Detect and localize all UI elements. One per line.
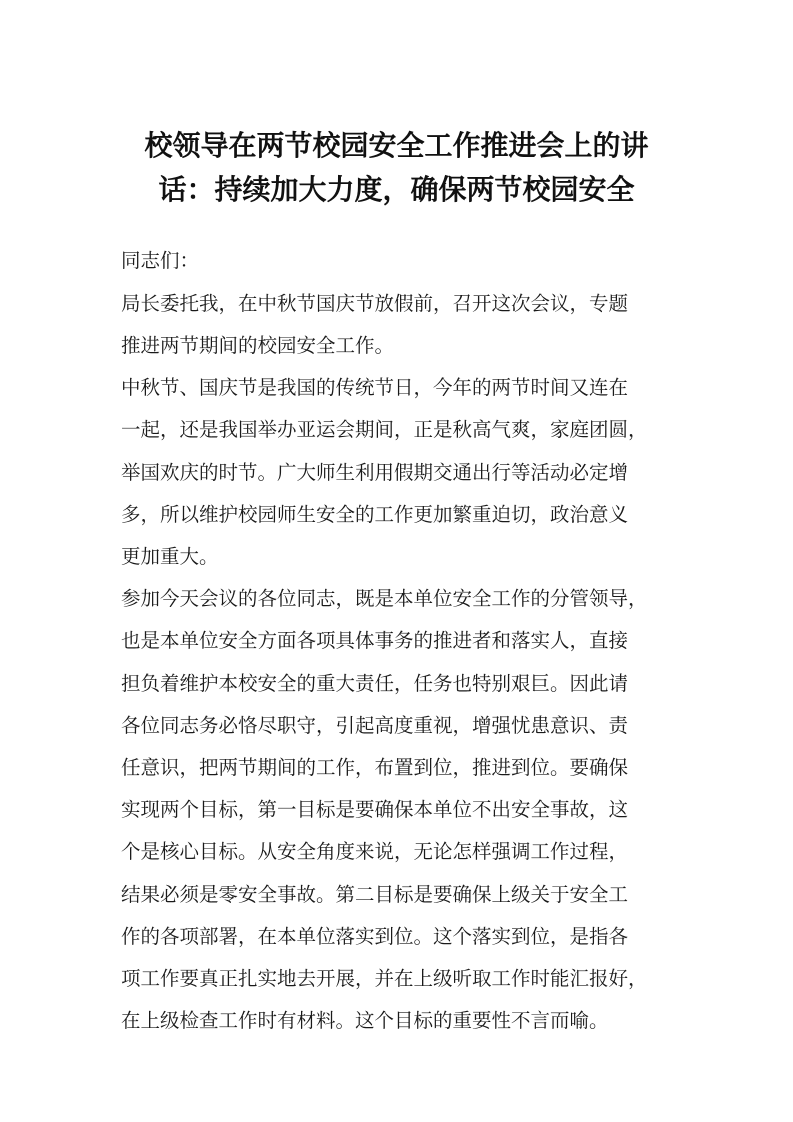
body-line: 担负着维护本校安全的重大责任，任务也特别艰巨。因此请 <box>121 672 629 695</box>
body-line: 在上级检查工作时有材料。这个目标的重要性不言而喻。 <box>121 1009 609 1032</box>
body-line: 推进两节期间的校园安全工作。 <box>121 334 395 357</box>
body-line: 任意识，把两节期间的工作，布置到位，推进到位。要确保 <box>121 756 629 779</box>
body-line: 参加今天会议的各位同志，既是本单位安全工作的分管领导， <box>121 587 648 610</box>
body-line: 局长委托我，在中秋节国庆节放假前，召开这次会议，专题 <box>121 292 629 315</box>
body-line: 也是本单位安全方面各项具体事务的推进者和落实人，直接 <box>121 629 629 652</box>
body-line: 结果必须是零安全事故。第二目标是要确保上级关于安全工 <box>121 883 629 906</box>
document-title-line-2: 话：持续加大力度，确保两节校园安全 <box>158 173 635 206</box>
salutation: 同志们： <box>121 249 200 272</box>
body-line: 中秋节、国庆节是我国的传统节日，今年的两节时间又连在 <box>121 376 629 399</box>
body-line: 举国欢庆的时节。广大师生利用假期交通出行等活动必定增 <box>121 461 629 484</box>
body-line: 各位同志务必恪尽职守，引起高度重视，增强忧患意识、责 <box>121 714 629 737</box>
body-line: 项工作要真正扎实地去开展，并在上级听取工作时能汇报好， <box>121 967 648 990</box>
body-line: 一起，还是我国举办亚运会期间，正是秋高气爽，家庭团圆， <box>121 418 648 441</box>
body-line: 多，所以维护校园师生安全的工作更加繁重迫切，政治意义 <box>121 503 629 526</box>
body-line: 更加重大。 <box>121 545 219 568</box>
body-line: 实现两个目标，第一目标是要确保本单位不出安全事故，这 <box>121 798 629 821</box>
body-line: 作的各项部署，在本单位落实到位。这个落实到位，是指各 <box>121 925 629 948</box>
body-line: 个是核心目标。从安全角度来说，无论怎样强调工作过程， <box>121 840 629 863</box>
document-title-line-1: 校领导在两节校园安全工作推进会上的讲 <box>144 129 649 162</box>
